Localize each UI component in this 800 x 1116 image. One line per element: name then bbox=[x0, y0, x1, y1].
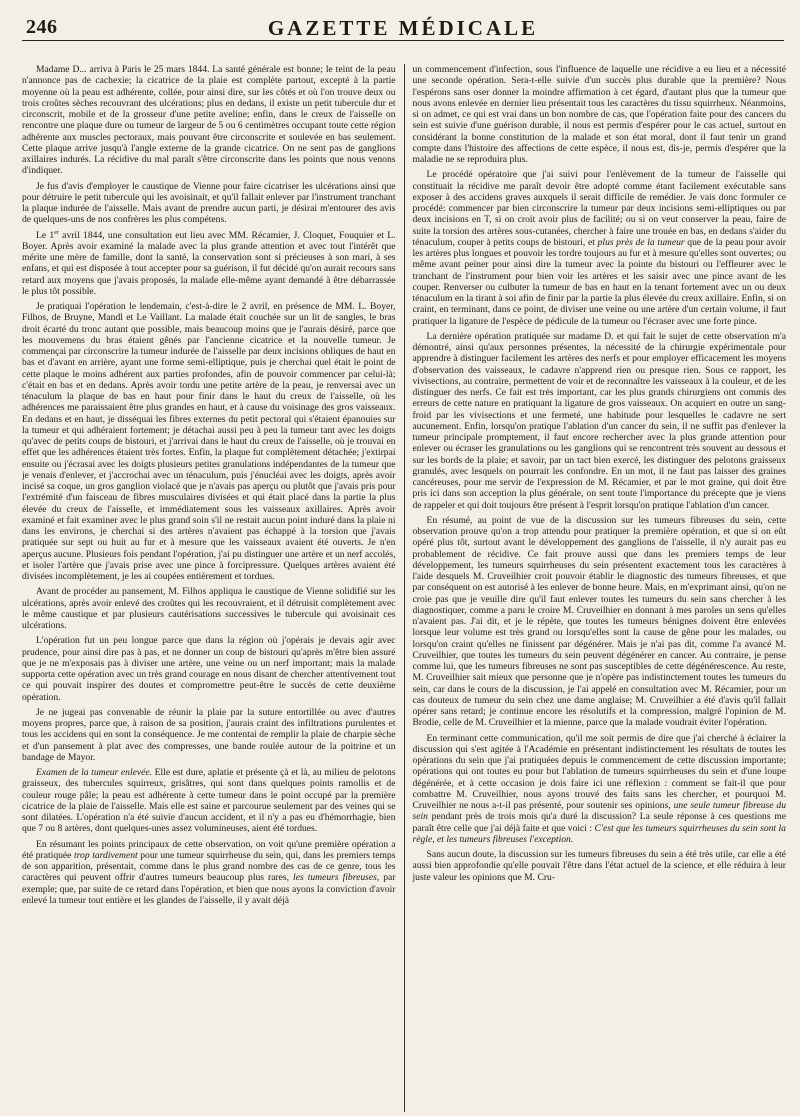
text-run: Le 1 bbox=[36, 229, 55, 241]
section-heading: Examen de la tumeur enlevée. bbox=[36, 767, 153, 778]
text-run: pour une tumeur squirrheuse du sein, qui, dans les premiers temps de son apparition, présentait, comme dans le plus grand nombre des cas de ce genre, tous les caractères qui peuvent offrir d'autres tumeurs beaucoup plus rares, bbox=[22, 849, 396, 884]
paragraph: Je ne jugeai pas convenable de réunir la plaie par la suture entortillée ou avec d'autres moyens propres, parce que, à raison de sa position, j'aurais craint des infiltrations purulentes et tous les accidens qui en sont la conséquence. Je me contentai de remplir la plaie de charpie sèche et d'un pansement à plat avec des compresses, une bande roulée autour de la poitrine et un bandage de Mayor. bbox=[22, 706, 396, 763]
paragraph: En résumé, au point de vue de la discussion sur les tumeurs fibreuses du sein, cette observation prouve qu'on a trop attendu pour pratiquer la première opération, et que si on eût opéré plus tôt, surtout avant le développement des ganglions de l'aisselle, il n'y aurait pas eu probablement de récidive. Ce fait prouve aussi que dans les premiers temps de leur développement, les tumeurs squirrheuses du sein présentent exactement tous les caractères à l'aide desquels M. Cruveilhier croit pouvoir établir le diagnostic des tumeurs fibreuses, et que par conséquent on est autorisé à les enlever de bonne heure. Mais, en m'exprimant ainsi, qu'on ne croie pas que je veuille dire qu'il faut enlever toutes les tumeurs du sein sans chercher à les diagnostiquer, comme a paru le croire M. Cruveilhier en donnant à mes paroles un sens qu'elles n'avaient pas. J'ai dit, et je le répète, que toutes les tumeurs bénignes doivent être enlevées lorsque leur volume est très grand ou lorsqu'elles sont la cause de gêne pour les malades, ou lorsqu'on craint qu'elles ne finissent par dégénérer. Mais je n'ai pas dit, comme l'a avancé M. Cruveilhier, que toutes les tumeurs du sein peuvent dégénérer en cancer. Au contraire, je pense comme lui, que les tumeurs fibreuses ne sont pas susceptibles de cette dégénérescence. Au reste, M. Cruveilhier sait mieux que personne que je n'opère pas indistinctement toutes les tumeurs du sein, car dans le cours de la discussion, je l'ai appelé en consultation avec M. Récamier, pour un cas douteux de tumeur du sein chez une dame anglaise; M. Cruveilhier a été d'avis qu'il fallait opérer sans retard; je continue encore les résolutifs et la compression, malgré l'opinion de M. Brodie, celle de M. Cruveilhier et la mienne, parce que la malade voudrait éviter l'opération. bbox=[412, 514, 786, 729]
emphasis: une seule tumeur fibreuse du sein bbox=[412, 800, 786, 823]
paragraph bbox=[22, 839, 396, 907]
text-run: que de la peau pour avoir les artères plus longues et pouvoir les tordre toujours au fur et à mesure qu'elles sont ouvertes; ou même avant peiner pour ainsi dire la tumeur avec la pointe du bistouri ou l'effleurer avec le tranchant de l'instrument pour bien voir les artères et les saisir avec une pince avant de les couper. Renverser ou culbuter la tumeur de bas en haut en la tenant fortement avec un ou deux ténaculum en la tirant à soi afin de finir par la partie la plus élevée du creux axillaire. Enfin, si on craint, en terminant, dans ce point, de diviser une veine ou une artère d'un certain volume, il faut pratiquer la ligature de l'espèce de pédicule de la tumeur ou l'écraser avec une forte pince. bbox=[412, 236, 786, 327]
journal-title: GAZETTE MÉDICALE bbox=[267, 16, 539, 40]
paragraph: La dernière opération pratiquée sur madame D. et qui fait le sujet de cette observation m'a démontré, ainsi qu'aux personnes présentes, la nécessité de la chirurgie expérimentale pour apprendre à distinguer facilement les artères des nerfs et pour employer efficacement les moyens d'observation des vaisseaux, le cadavre n'apprend rien ou presque rien. Sous ce rapport, les vivisections, au contraire, permettent de voir et de reconnaître les vaisseaux à la couleur, et de les distinguer des nerfs. Ce fait est très important, car les plus grands chirurgiens ont commis des erreurs de cette nature en pratiquant la ligature de gros vaisseaux. On acquiert en outre un sang-froid par les vivisections et une fermeté, une habitude pour lesquelles le cadavre ne sert aucunement. Enfin, lorsqu'on pratique l'ablation d'un cancer du sein, il ne suffit pas d'enlever la tumeur principale promptement, il faut encore rechercher avec la plus grande attention pour enlever ou écraser les granulations ou les ganglions qui se rencontrent très souvent au dessous et sur les bords de la plaie; et savoir, par un tact bien exercé, les distinguer des pelotons graisseux granulés, avec lesquels on pourrait les confondre. En un mot, il ne faut pas laisser des graines cancéreuses, pour me servir de l'expression de M. Récamier, et par le mot graine, qui doit être pris ici dans son acception la plus générale, on sent toute l'importance du précepte que je viens de rappeler et qui doit toujours être présent à l'esprit lorsqu'on pratique l'ablation d'un cancer. bbox=[412, 330, 786, 511]
paragraph: Je fus d'avis d'employer le caustique de Vienne pour faire cicatriser les ulcérations ainsi que pour détruire le petit tubercule qui les avoisinait, et qu'il fallait enlever par l'instrument tranchant la plaque indurée de l'aisselle. Mais avant de prendre aucun parti, je désirai m'entourer des avis de quelques-uns de nos confrères les plus compétens. bbox=[22, 180, 396, 226]
page-header bbox=[22, 14, 784, 41]
text-run: avril 1844, une consultation eut lieu avec MM. Récamier, J. Cloquet, Fouquier et L. Boyer. Après avoir examiné la malade avec la plus grande attention et avec tout l'intérêt que mérite une mère de famille, dont la santé, la conservation sont si précieuses à son mari, à ses enfans, et qui est disposée à tout accepter pour sa guérison, il fut décidé qu'on aurait recours sans retard aux moyens que j'avais proposés, la malade elle-même ayant demandé à être débarrassée le plus tôt possible. bbox=[22, 229, 396, 297]
paragraph: Je pratiquai l'opération le lendemain, c'est-à-dire le 2 avril, en présence de MM. L. Boyer, Filhos, de Bruyne, Mandl et Le Vaillant. La malade était couchée sur un lit de sangles, le bras droit écarté du tronc autant que possible, mais beaucoup moins que je l'aurais désiré, parce que les mouvemens du bras étaient gênés par l'ancienne cicatrice et la nouvelle tumeur. Je commençai par circonscrire la tumeur indurée de l'aisselle par deux incisions obliques de haut en bas et d'avant en arrière, ayant une forme semi-elliptique, puis je cherchai quel était le point de cette plaque le moins adhérent aux parties profondes, afin de pouvoir commencer par celui-là; c'était en bas et en dedans. Après avoir tordu une petite artère de la peau, je renversai avec un ténaculum la plaque de bas en haut pour finir dans le haut du creux de l'aisselle, où les adhérences me paraissaient être plus grandes en haut, et à cause du voisinage des gros vaisseaux. En dedans et en haut, je disséquai les fibres externes du petit pectoral qui s'étaient épanouies sur la tumeur et qui adhéraient fortement; je détachai aussi peu à peu la tumeur tant avec les doigts qu'avec de petits coups de bistouri, et j'arrivai dans le haut du creux de l'aisselle, où je trouvai en effet que les adhérences étaient très fortes. Enfin, la plaque fut complètement détachée; j'extirpai ensuite ou j'écrasai avec les doigts plusieurs petites granulations indépendantes de la tumeur que je venais d'enlever, et j'accrochai avec un ténaculum, puis j'énucléai avec les doigts, après avoir incisé sa coque, un gros ganglion violacé que je n'avais pas aperçu ou plutôt que j'avais pris pour l'extrémité d'un faisceau de fibres musculaires divisées et qui était placé dans la partie la plus élevée du creux de l'aisselle, et immédiatement sous les vaisseaux axillaires. Après avoir examiné et fait examiner avec le plus grand soin s'il ne restait aucun point induré dans la plaie ni dans les environs, je cherchai si des artères n'avaient pas échappé à la torsion que j'avais pratiquée sur sept ou huit au fur et à mesure que les vaisseaux avaient été ouverts. Je n'en aperçus aucune. Plusieurs fois pendant l'opération, j'ai pu distinguer une artère et un nerf accolés, et isoler l'artère que j'avais prise avec une pince à forcipressure. Quelques artères avaient été divisées incomplètement, je les ai coupées entièrement et tordues. bbox=[22, 301, 396, 582]
emphasis: plus près de la tumeur bbox=[597, 236, 685, 248]
paragraph: Avant de procéder au pansement, M. Filhos appliqua le caustique de Vienne solidifié sur les ulcérations, après avoir enlevé des croûtes qui les recouvraient, et il détruisit complètement avec le même caustique et par plusieurs cautérisations successives le tubercule qui avoisinait ces ulcérations. bbox=[22, 586, 396, 631]
paragraph: Sans aucun doute, la discussion sur les tumeurs fibreuses du sein a été très utile, car elle a été aussi bien approfondie qu'elle pouvait l'être dans l'état actuel de la science, et elle réduira à leur juste valeur les opinions que M. Cru- bbox=[412, 849, 786, 883]
text-run: , par exemple; que, par suite de ce retard dans l'opération, et bien que nous ayons la conviction d'avoir enlevé la tumeur tout entière et les glandes de l'aisselle, il y avait déjà bbox=[22, 872, 396, 906]
text-run: Le procédé opératoire que j'ai suivi pour l'enlèvement de la tumeur de l'aisselle qui constituait la récidive me paraît devoir être adopté comme étant facilement exécutable sans exposer à des accidens graves auxquels il serait difficile de remédier. Je vais donc formuler ce procédé: commencer par bien circonscrire la tumeur par deux incisions semi-elliptiques ou par deux incisions en T, si on croit avoir plus de facilité; ou si on veut conserver la peau, faire de suite la torsion des artères sous-cutanées, chercher à faire une trouée en bas, en dedans s'aider du ténaculum, couper à petits coups de bistouri, et bbox=[412, 169, 786, 248]
emphasis: les tumeurs fibreuses bbox=[293, 872, 377, 884]
emphasis: C'est que les tumeurs squirrheuses du sein sont la règle, et les tumeurs fibreuses l'exception. bbox=[412, 822, 786, 845]
paragraph: un commencement d'infection, sous l'influence de laquelle une récidive a eu lieu et a nécessité une seconde opération. Sera-t-elle suivie d'un succès plus durable que la première? Nous l'espérons sans oser donner la moindre affirmation à cet égard, d'autant plus que la tumeur que nous avons enlevée en dernier lieu présentait tous les caractères du tissu squirrheux. Néanmoins, si on admet, ce qui est vrai dans un bon nombre de cas, que l'opération faite pour des cancers du sein est suivie d'une guérison durable, il nous est permis d'espérer pour le cas actuel, surtout en considérant la bonne constitution de la malade et son état moral, dont il faut tenir un grand compte dans l'histoire des affections de cette espèce, il nous est, dis-je, permis d'espérer que la maladie ne se reproduira plus. bbox=[412, 64, 786, 165]
text-run: En résumant les points principaux de cette observation, on voit qu'une première opération a été pratiquée bbox=[22, 838, 396, 861]
emphasis: trop tardivement bbox=[74, 849, 138, 861]
superscript: er bbox=[54, 229, 59, 236]
paragraph bbox=[22, 767, 396, 835]
paragraph bbox=[413, 169, 787, 327]
text-run: Elle est dure, aplatie et présente çà et là, au milieu de pelotons graisseux, des tubercules squirreux, grisâtres, qui sont dans quelques points ramollis et de couleur rouge pâle; la peau est adhérente à cette tumeur dans le point occupé par la première cicatrice de la plaie de l'aisselle. Mais elle est saine et parcourue seulement par des veines qui se sont dilatées. L'opération n'a été suivie d'aucun accident, et il n'y a pas eu d'hémorrhagie, bien que 7 ou 8 artères, dont quelques-unes assez volumineuses, aient été tordues. bbox=[22, 767, 396, 835]
left-column bbox=[22, 64, 404, 1112]
text-run: En terminant cette communication, qu'il me soit permis de dire que j'ai cherché à éclairer la discussion qui s'est agitée à l'Académie en présentant indistinctement les résultats de toutes les opérations du sein que j'ai pratiquées depuis le commencement de cette discussion importante; opérations qui ont toutes eu pour but l'ablation de tumeurs squirrheuses du sein et d'une loupe dégénérée, et à cette occasion je dois faire ici une réflexion : comment se fait-il que pour combattre M. Cruveilhier, nous ayons trouvé des faits sans les chercher, et pourquoi M. Cruveilhier ne nous a-t-il pas présenté, pour soutenir ses opinions, bbox=[412, 732, 786, 811]
paragraph bbox=[413, 733, 787, 846]
paragraph bbox=[22, 230, 396, 298]
page-number: 246 bbox=[26, 16, 58, 38]
text-columns bbox=[22, 64, 786, 1116]
paragraph: L'opération fut un peu longue parce que dans la région où j'opérais je devais agir avec prudence, pour ainsi dire pas à pas, et ne donner un coup de bistouri qu'après m'être bien assuré que je ne m'exposais pas à diviser une artère, une veine ou un nerf important; mais la malade supporta cette opération avec un très grand courage en nous disant de chercher attentivement tout ce qui pouvait inspirer des doutes et compromettre peut-être le succès de cette deuxième opération. bbox=[22, 635, 396, 703]
right-column bbox=[405, 64, 787, 1112]
paragraph: Madame D... arriva à Paris le 25 mars 1844. La santé générale est bonne; le teint de la peau n'annonce pas de cachexie; la cicatrice de la plaie est complète partout, excepté à la partie moyenne où la peau est adhérente, collée, pour ainsi dire, sur les côtés et où l'on trouve deux ou trois croûtes sèches recouvrant des ulcérations; plus en dedans, il existe un petit tubercule dur et circonscrit, mobile et de la grosseur d'une petite aveline; enfin, dans le creux de l'aisselle on rencontre une plaque dure ou tumeur de largeur de 5 ou 6 centimètres occupant toute cette région adhérente aux muscles pectoraux, mais pouvant être circonscrite et soulevée en bas seulement. Cette plaque arrive jusqu'à l'angle externe de la grande cicatrice. On ne sent pas de ganglions axillaires indurés. La récidive du mal paraît s'être circonscrite dans les points que nous venons d'indiquer. bbox=[22, 64, 396, 177]
text-run: pendant près de trois mois qu'a duré la discussion? La seule réponse à ces questions me paraît être celle que j'ai déjà faite et que voici : bbox=[412, 811, 786, 834]
